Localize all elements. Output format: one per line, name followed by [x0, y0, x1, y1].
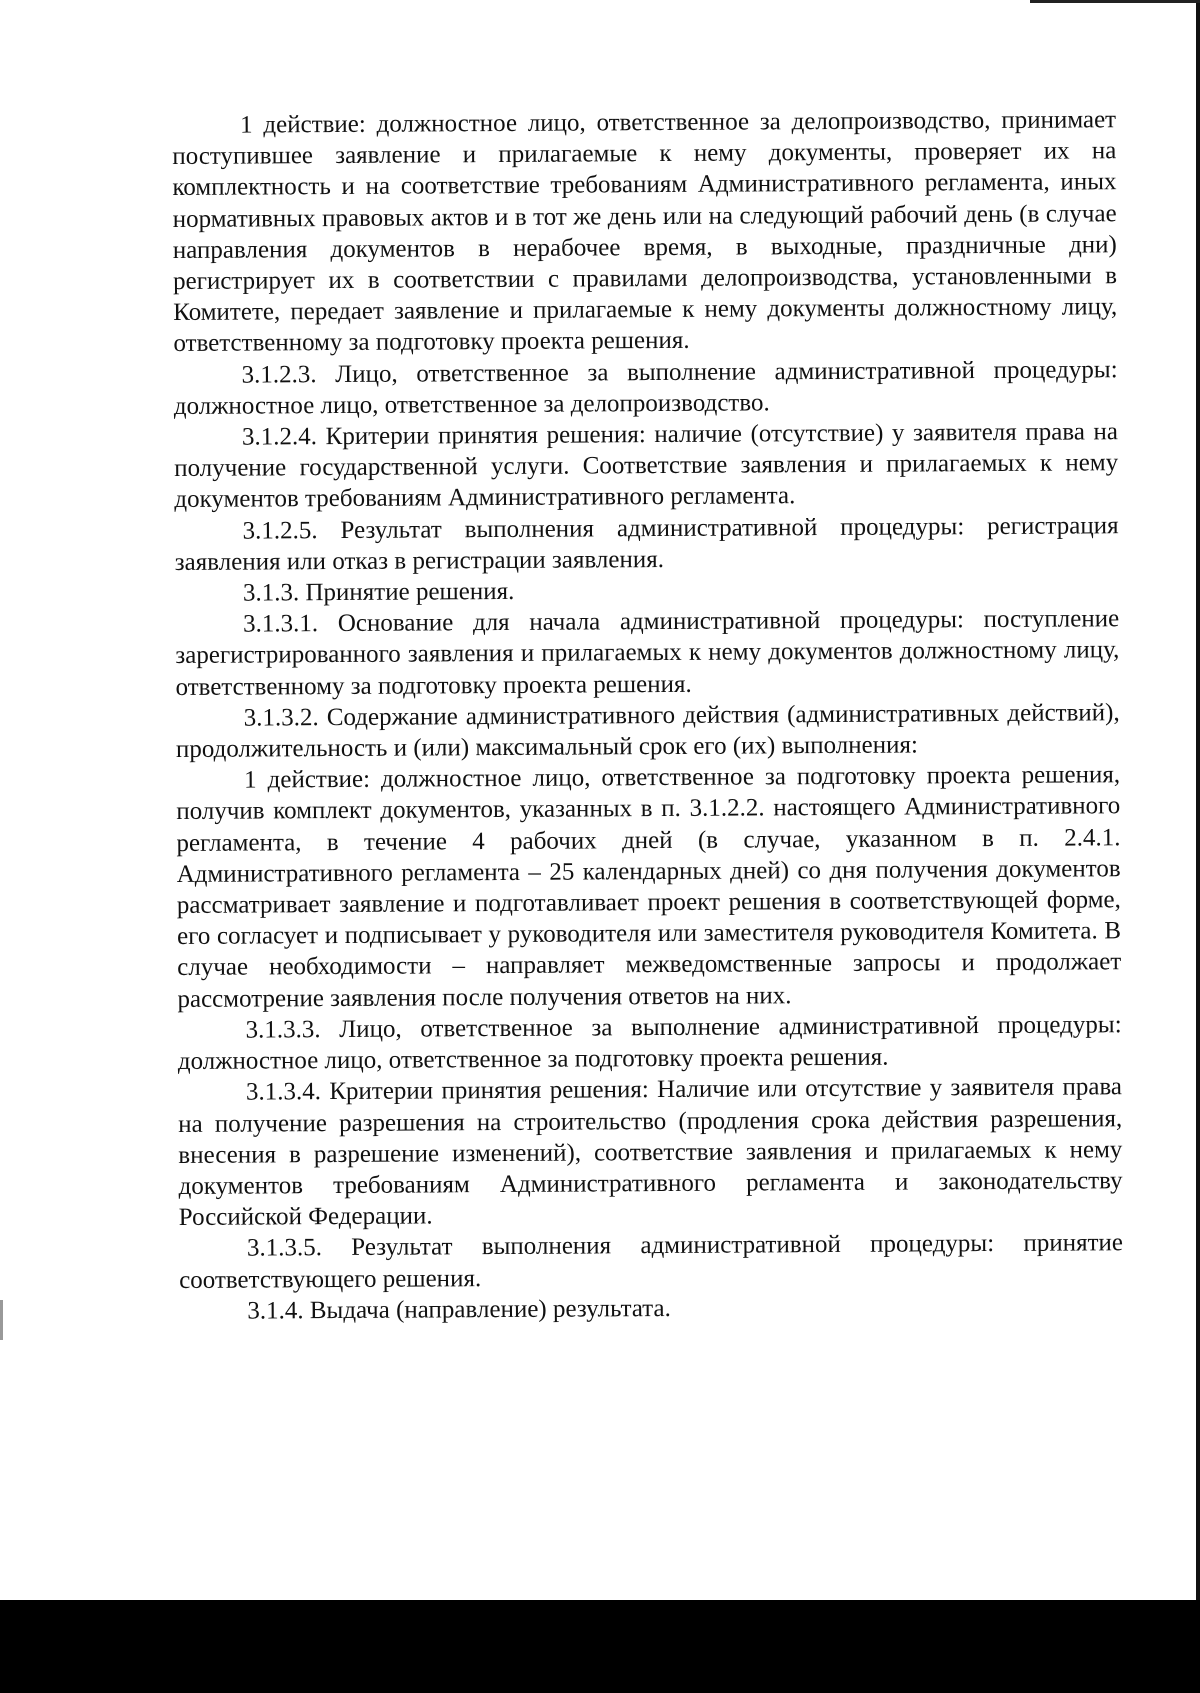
scan-edge-left	[0, 1300, 3, 1340]
scan-edge-top	[1030, 0, 1200, 3]
paragraph-3-1-2-4: 3.1.2.4. Критерии принятия решения: наличие (отсутствие) у заявителя права на получение государственной услуги. Соответствие заявления и прилагаемых к нему документов требованиям Административного регламента.	[174, 418, 1119, 514]
paragraph-3-1-3-4: 3.1.3.4. Критерии принятия решения: Наличие или отсутствие у заявителя права на получение разрешения на строительство (продления срока действия разрешения, внесения в разрешение изменений), соответствие заявления и прилагаемых к нему документов требованиям Административного регламента и законодательству Российской Федерации.	[178, 1073, 1123, 1232]
paragraph-3-1-3-5: 3.1.3.5. Результат выполнения административной процедуры: принятие соответствующего решения.	[179, 1229, 1124, 1294]
paragraph-action-1-registration: 1 действие: должностное лицо, ответственное за делопроизводство, принимает поступившее заявление и прилагаемые к нему документы, проверяет их на комплектность и на соответствие требованиям Административного регламента, иных нормативных правовых актов и в тот же день или на следующий рабочий день (в случае направления документов в нерабочее время, в выходные, праздничные дни) регистрирует их в соответствии с правилами делопроизводства, установленными в Комитете, передает заявление и прилагаемые к нему документы должностному лицу, ответственному за подготовку проекта решения.	[172, 106, 1118, 358]
paragraph-3-1-3: 3.1.3. Принятие решения.	[242, 577, 515, 607]
paragraph-3-1-2-5: 3.1.2.5. Результат выполнения административной процедуры: регистрация заявления или отказ в регистрации заявления.	[174, 511, 1119, 576]
paragraph-3-1-4: 3.1.4. Выдача (направление) результата.	[247, 1294, 671, 1325]
scan-border-bottom	[0, 1600, 1200, 1693]
scan-edge-right	[1196, 0, 1200, 1600]
paragraph-3-1-2-3: 3.1.2.3. Лицо, ответственное за выполнение административной процедуры: должностное лицо, ответственное за делопроизводство.	[173, 355, 1118, 420]
document-body	[172, 104, 1123, 1327]
paragraph-3-1-3-1: 3.1.3.1. Основание для начала административной процедуры: поступление зарегистрированного заявления и прилагаемых к нему документов должностному лицу, ответственному за подготовку проекта решения.	[175, 605, 1120, 701]
paragraph-3-1-3-2: 3.1.3.2. Содержание административного действия (административных действий), продолжительность и (или) максимальный срок его (их) выполнения:	[175, 699, 1120, 764]
paragraph-action-1-decision: 1 действие: должностное лицо, ответственное за подготовку проекта решения, получив комплект документов, указанных в п. 3.1.2.2. настоящего Административного регламента, в течение 4 рабочих дней (в случае, указанном в п. 2.4.1. Административного регламента – 25 календарных дней) со дня получения документов рассматривает заявление и подготавливает проект решения в соответствующей форме, его согласует и подписывает у руководителя или заместителя руководителя Комитета. В случае необходимости – направляет межведомственные запросы и продолжает рассмотрение заявления после получения ответов на них.	[176, 761, 1122, 1013]
paragraph-3-1-3-3: 3.1.3.3. Лицо, ответственное за выполнение административной процедуры: должностное лицо, ответственное за подготовку проекта решения.	[177, 1011, 1122, 1076]
